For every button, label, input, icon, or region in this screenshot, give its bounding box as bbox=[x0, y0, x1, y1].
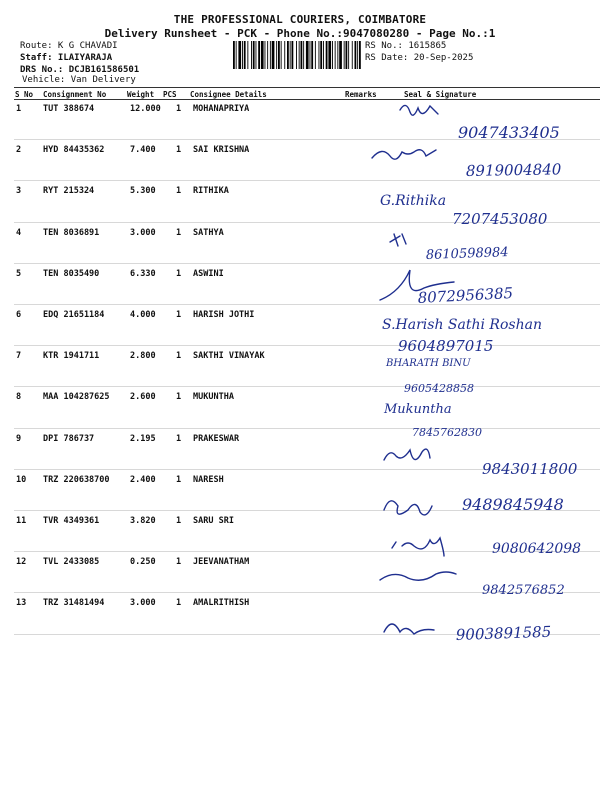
handwritten-phone: 9003891585 bbox=[455, 622, 552, 644]
barcode-bar bbox=[319, 41, 320, 69]
handwritten-phone: 9842576852 bbox=[482, 583, 565, 598]
barcode-bar bbox=[247, 41, 248, 69]
row-pcs: 1 bbox=[176, 433, 182, 444]
barcode-bar bbox=[332, 41, 333, 69]
barcode-bar bbox=[270, 41, 271, 69]
barcode-bar bbox=[348, 41, 349, 69]
barcode-bar bbox=[346, 41, 348, 69]
vehicle-label: Vehicle: Van Delivery bbox=[22, 75, 136, 85]
barcode-bar bbox=[355, 41, 357, 69]
barcode-bar bbox=[276, 41, 277, 69]
row-consignment: TEN 8036891 bbox=[43, 227, 100, 238]
signature-mark-1 bbox=[400, 105, 438, 115]
row-consignment: TRZ 31481494 bbox=[43, 598, 105, 609]
barcode-image bbox=[233, 41, 361, 69]
row-pcs: 1 bbox=[176, 351, 182, 362]
row-consignment: HYD 84435362 bbox=[43, 145, 105, 156]
row-consignment: DPI 786737 bbox=[43, 433, 95, 444]
barcode-bar bbox=[251, 41, 252, 69]
barcode-bar bbox=[299, 41, 300, 69]
col-consignee: Consignee Details bbox=[190, 90, 267, 99]
barcode-bar bbox=[265, 41, 266, 69]
row-consignee: ASWINI bbox=[193, 268, 224, 279]
row-consignee: HARISH JOTHI bbox=[193, 310, 255, 320]
row-weight: 2.600 bbox=[130, 392, 156, 403]
row-sno: 12 bbox=[16, 557, 27, 568]
col-remarks: Remarks bbox=[345, 90, 377, 99]
row-weight: 12.000 bbox=[130, 104, 161, 114]
row-weight: 2.195 bbox=[130, 433, 156, 444]
header-top-rule bbox=[14, 87, 600, 88]
row-sno: 6 bbox=[16, 310, 22, 320]
row-consignee: PRAKESWAR bbox=[193, 433, 240, 444]
handwritten-phone: 7207453080 bbox=[452, 210, 548, 228]
handwritten-phone: 9489845948 bbox=[462, 495, 564, 514]
barcode-bar bbox=[261, 41, 264, 69]
handwritten-phone: 9605428858 bbox=[404, 382, 474, 395]
signature-mark-11 bbox=[392, 538, 444, 556]
row-divider bbox=[14, 634, 600, 635]
row-weight: 3.000 bbox=[130, 227, 156, 238]
row-pcs: 1 bbox=[176, 268, 182, 279]
row-pcs: 1 bbox=[176, 104, 182, 114]
barcode-bar bbox=[278, 41, 280, 69]
header-bottom-rule bbox=[14, 99, 600, 100]
col-seal-signature: Seal & Signature bbox=[404, 90, 477, 99]
row-consignee: SARU SRI bbox=[193, 516, 234, 526]
row-sno: 8 bbox=[16, 392, 22, 403]
row-consignment: MAA 104287625 bbox=[43, 392, 110, 403]
barcode-bar bbox=[315, 41, 316, 69]
col-pcs: PCS bbox=[163, 90, 177, 99]
handwritten-name: Mukuntha bbox=[384, 402, 452, 417]
route-label: Route: K G CHAVADI bbox=[20, 41, 118, 51]
barcode-bar bbox=[258, 41, 260, 69]
row-divider bbox=[14, 428, 600, 429]
row-consignment: TEN 8035490 bbox=[43, 268, 100, 279]
row-consignment: TVL 2433085 bbox=[43, 557, 100, 568]
row-consignment: TVR 4349361 bbox=[43, 516, 100, 526]
row-pcs: 1 bbox=[176, 516, 182, 526]
barcode-bar bbox=[301, 41, 303, 69]
row-pcs: 1 bbox=[176, 392, 182, 403]
barcode-bar bbox=[236, 41, 237, 69]
row-pcs: 1 bbox=[176, 557, 182, 568]
barcode-bar bbox=[244, 41, 246, 69]
row-divider bbox=[14, 510, 600, 511]
row-consignee: AMALRITHISH bbox=[193, 598, 250, 609]
row-weight: 6.330 bbox=[130, 268, 156, 279]
barcode-bar bbox=[272, 41, 275, 69]
row-weight: 3.000 bbox=[130, 598, 156, 609]
row-sno: 2 bbox=[16, 145, 22, 156]
signature-mark-4 bbox=[390, 234, 406, 246]
row-consignment: KTR 1941711 bbox=[43, 351, 100, 362]
barcode-bar bbox=[357, 41, 358, 69]
handwritten-phone: 7845762830 bbox=[412, 426, 482, 439]
row-weight: 2.800 bbox=[130, 351, 156, 362]
barcode-bar bbox=[310, 41, 311, 69]
row-sno: 5 bbox=[16, 268, 22, 279]
barcode-bar bbox=[233, 41, 235, 69]
col-sno: S No bbox=[15, 90, 34, 99]
signature-mark-13 bbox=[384, 624, 434, 634]
row-weight: 7.400 bbox=[130, 145, 156, 156]
handwritten-phone: 8610598984 bbox=[425, 245, 509, 263]
signature-mark-12 bbox=[380, 572, 456, 580]
barcode-bar bbox=[296, 41, 297, 69]
row-weight: 3.820 bbox=[130, 516, 156, 526]
row-consignment: RYT 215324 bbox=[43, 186, 95, 197]
barcode-bar bbox=[326, 41, 328, 69]
row-consignee: SATHYA bbox=[193, 227, 224, 238]
barcode-bar bbox=[337, 41, 338, 69]
row-pcs: 1 bbox=[176, 186, 182, 197]
row-pcs: 1 bbox=[176, 310, 182, 320]
row-divider bbox=[14, 263, 600, 264]
row-sno: 10 bbox=[16, 474, 27, 485]
barcode-bar bbox=[352, 41, 353, 69]
row-pcs: 1 bbox=[176, 145, 182, 156]
row-pcs: 1 bbox=[176, 598, 182, 609]
runsheet-subtitle: Delivery Runsheet - PCK - Phone No.:9047080280 - Page No.:1 bbox=[104, 27, 496, 40]
row-sno: 11 bbox=[16, 516, 27, 526]
row-consignment: TUT 388674 bbox=[43, 104, 95, 114]
staff-label: Staff: ILAIYARAJA bbox=[20, 53, 113, 63]
barcode-bar bbox=[306, 41, 309, 69]
row-weight: 0.250 bbox=[130, 557, 156, 568]
handwritten-name: BHARATH BINU bbox=[386, 358, 471, 369]
handwritten-phone: 9604897015 bbox=[398, 337, 494, 355]
row-divider bbox=[14, 345, 600, 346]
row-consignee: NARESH bbox=[193, 474, 224, 485]
runsheet-title: THE PROFESSIONAL COURIERS, COIMBATORE bbox=[173, 13, 427, 26]
handwritten-phone: 9843011800 bbox=[482, 460, 578, 478]
handwritten-name: G.Rithika bbox=[380, 193, 447, 209]
signature-mark-2 bbox=[372, 150, 436, 159]
col-weight: Weight bbox=[127, 90, 155, 99]
row-consignee: JEEVANATHAM bbox=[193, 557, 250, 568]
row-divider bbox=[14, 139, 600, 140]
barcode-bar bbox=[256, 41, 257, 69]
row-divider bbox=[14, 386, 600, 387]
row-sno: 3 bbox=[16, 186, 22, 197]
col-consignment: Consignment No bbox=[43, 90, 107, 99]
barcode-bar bbox=[281, 41, 282, 69]
handwritten-phone: 8919004840 bbox=[465, 160, 562, 180]
signature-mark-5 bbox=[380, 270, 454, 300]
row-sno: 13 bbox=[16, 598, 27, 609]
row-consignment: EDQ 21651184 bbox=[43, 310, 105, 320]
barcode-bar bbox=[292, 41, 294, 69]
row-divider bbox=[14, 304, 600, 305]
barcode-bar bbox=[290, 41, 291, 69]
row-pcs: 1 bbox=[176, 474, 182, 485]
row-sno: 7 bbox=[16, 351, 22, 362]
barcode-bar bbox=[238, 41, 241, 69]
barcode-bar bbox=[242, 41, 243, 69]
row-weight: 5.300 bbox=[130, 186, 156, 197]
barcode-bar bbox=[267, 41, 268, 69]
rs-date: RS Date: 20-Sep-2025 bbox=[365, 53, 474, 63]
row-consignee: MUKUNTHA bbox=[193, 392, 234, 403]
row-divider bbox=[14, 592, 600, 593]
row-consignee: SAKTHI VINAYAK bbox=[193, 351, 265, 362]
signature-mark-10 bbox=[384, 501, 432, 515]
rs-number: RS No.: 1615865 bbox=[365, 41, 447, 51]
barcode-bar bbox=[303, 41, 304, 69]
row-weight: 4.000 bbox=[130, 310, 156, 320]
handwritten-phone: 8072956385 bbox=[417, 284, 514, 307]
barcode-bar bbox=[328, 41, 331, 69]
handwritten-name: S.Harish Sathi Roshan bbox=[382, 317, 542, 333]
row-sno: 1 bbox=[16, 104, 22, 114]
barcode-bar bbox=[344, 41, 345, 69]
row-sno: 4 bbox=[16, 227, 22, 238]
row-consignee: MOHANAPRIYA bbox=[193, 104, 250, 114]
row-consignee: SAI KRISHNA bbox=[193, 145, 250, 156]
row-consignee: RITHIKA bbox=[193, 186, 229, 197]
row-divider bbox=[14, 469, 600, 470]
barcode-bar bbox=[320, 41, 322, 69]
barcode-bar bbox=[284, 41, 285, 69]
row-divider bbox=[14, 222, 600, 223]
row-sno: 9 bbox=[16, 433, 22, 444]
barcode-bar bbox=[359, 41, 361, 69]
handwritten-phone: 9080642098 bbox=[492, 541, 582, 557]
row-consignment: TRZ 220638700 bbox=[43, 474, 110, 485]
barcode-bar bbox=[335, 41, 336, 69]
row-weight: 2.400 bbox=[130, 474, 156, 485]
barcode-bar bbox=[339, 41, 342, 69]
barcode-bar bbox=[323, 41, 324, 69]
row-divider bbox=[14, 180, 600, 181]
barcode-bar bbox=[253, 41, 255, 69]
barcode-bar bbox=[287, 41, 289, 69]
row-divider bbox=[14, 551, 600, 552]
barcode-bar bbox=[311, 41, 313, 69]
row-pcs: 1 bbox=[176, 227, 182, 238]
drs-number: DRS No.: DCJB161586501 bbox=[20, 65, 140, 75]
signature-mark-9 bbox=[384, 449, 430, 460]
handwritten-phone: 9047433405 bbox=[458, 123, 560, 142]
